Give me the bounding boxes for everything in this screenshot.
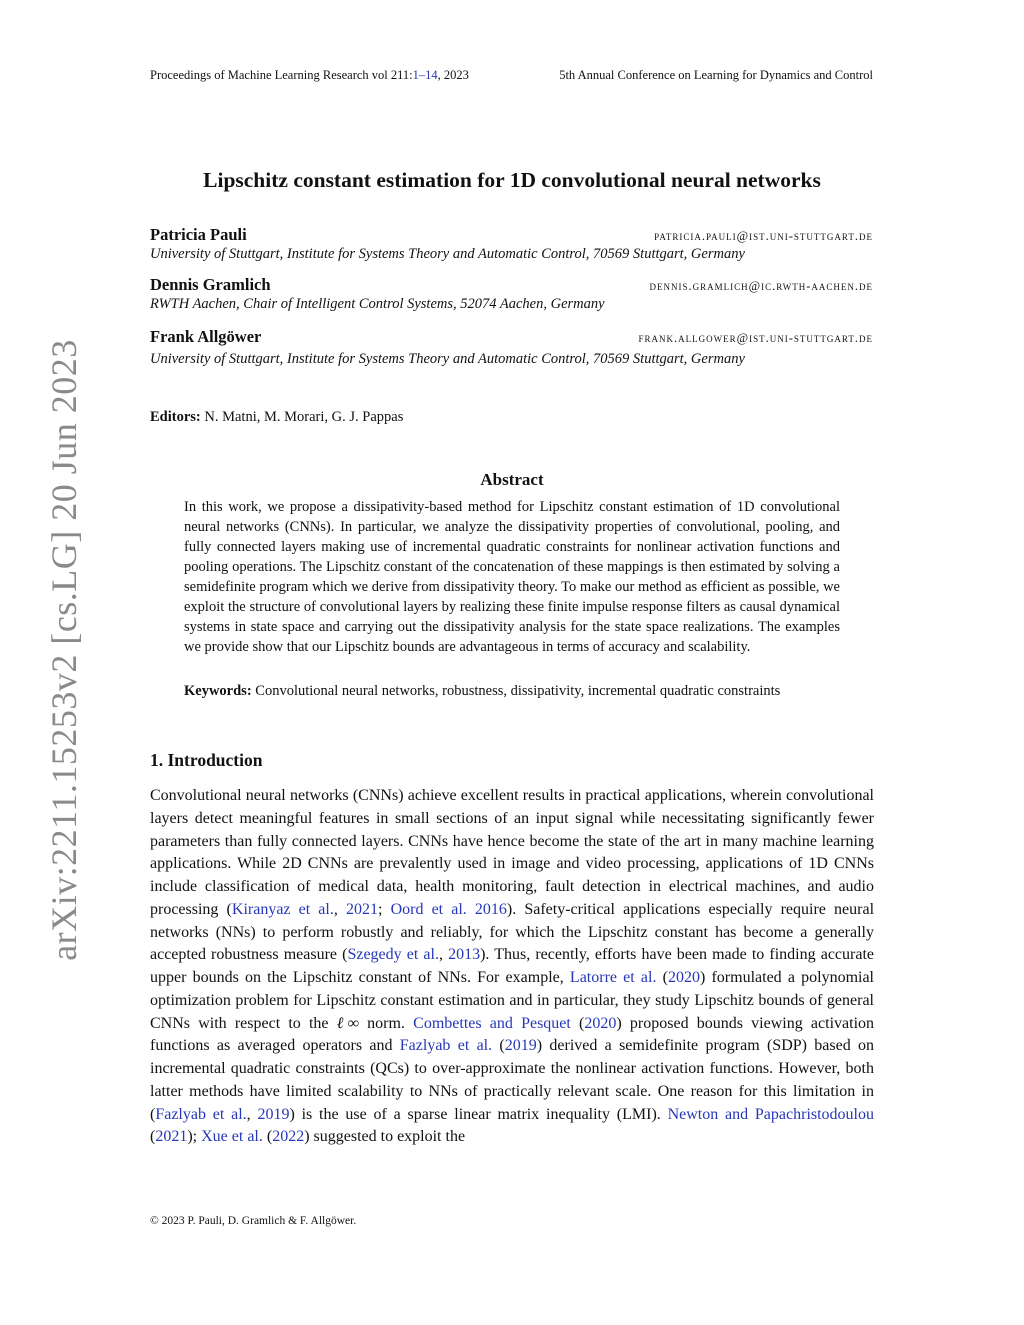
author-affiliation: University of Stuttgart, Institute for Systems Theory and Automatic Control, 70569 Stuttgart, Germany (150, 351, 745, 367)
citation-year-link[interactable]: 2019 (504, 1037, 537, 1055)
keywords-text: Convolutional neural networks, robustness, dissipativity, incremental quadratic constraints (255, 683, 781, 699)
citation-year-link[interactable]: 2019 (257, 1105, 290, 1123)
intro-text: norm. (358, 1014, 414, 1032)
author-name: Patricia Pauli (150, 225, 247, 244)
header-proceedings-text: Proceedings of Machine Learning Research vol 211: (150, 68, 413, 82)
intro-text: ) suggested to exploit the (304, 1128, 466, 1146)
header-pages-link[interactable]: 1–14 (412, 68, 438, 82)
citation-year-link[interactable]: 2013 (448, 946, 481, 964)
running-header-proceedings (150, 68, 469, 83)
intro-text: ) formulated a polynomial optimization problem for Lipschitz constant estimation and in particular, they study Lipschitz bounds of general CNNs with respect to the (150, 969, 875, 1032)
intro-text: ) is the use of a sparse linear matrix inequality (LMI). (289, 1105, 668, 1123)
citation-link[interactable]: Latorre et al. (569, 969, 657, 986)
editors-names: N. Matni, M. Morari, G. J. Pappas (204, 409, 404, 425)
abstract-body: In this work, we propose a dissipativity-based method for Lipschitz constant estimation of 1D convolutional neural networks (CNNs). In particular, we analyze the dissipativity properties of convolutional, pooling, and fully connected layers making use of incremental quadratic constraints for nonlinear activation functions and pooling operations. The Lipschitz constant of the concatenation of these mappings is then estimated by solving a semidefinite program which we derive from dissipativity theory. To make our method as efficient as possible, we exploit the structure of convolutional layers by realizing these finite impulse response filters as causal dynamical systems in state space and carrying out the dissipativity analysis for the state space realizations. The examples we provide show that our Lipschitz bounds are advantageous in terms of accuracy and scalability. (184, 499, 840, 655)
citation-year-link[interactable]: 2022 (272, 1128, 305, 1146)
citation-link[interactable]: Oord et al. (390, 900, 467, 918)
intro-text: ). Safety-critical applications especially require neural networks (NNs) to perform robustly and reliably, for which the Lipschitz constant has become a generally accepted robustness measure ( (150, 900, 875, 964)
keywords-label: Keywords: (184, 683, 252, 699)
section-heading-introduction: 1. Introduction (150, 750, 263, 770)
citation-link[interactable]: Kiranyaz et al. (231, 900, 334, 918)
introduction-paragraph: Convolutional neural networks (CNNs) achieve excellent results in practical applications, wherein convolutional layers detect meaningful features in small sections of an input signal while necessitating significantly fewer parameters than fully connected layers. CNNs have hence become the state of the art in many machine learning applications. While 2D CNNs are prevalently used in image and video processing, applications of 1D CNNs include classification of medical data, health monitoring, fault detection in electrical machines, and audio processing (Kiranyaz et al., 2021; Oord et al. 2016). Safety-critical applications especially require neural networks (NNs) to perform robustly and reliably, for which the Lipschitz constant has become a generally accepted robustness measure (Szegedy et al., 2013). Thus, recently, efforts have been made to finding accurate upper bounds on the Lipschitz constant of NNs. For example, Latorre et al. (2020) formulated a polynomial optimization problem for Lipschitz constant estimation and in particular, they study Lipschitz bounds of general CNNs with respect to the ℓ∞ norm. Combettes and Pesquet (2020) proposed bounds viewing activation functions as averaged operators and Fazlyab et al. (2019) derived a semidefinite program (SDP) based on incremental quadratic constraints (QCs) to over-approximate the nonlinear activation functions. However, both latter methods have limited scalability to NNs of practically relevant scale. One reason for this limitation in (Fazlyab et al., 2019) is the use of a sparse linear matrix inequality (LMI). Newton and Papachristodoulou (2021); Xue et al. (2022) suggested to exploit the (150, 787, 875, 1146)
editors-label: Editors: (150, 409, 201, 425)
header-year: , 2023 (437, 68, 469, 82)
citation-year-link[interactable]: 2020 (584, 1014, 617, 1032)
author-affiliation: University of Stuttgart, Institute for Systems Theory and Automatic Control, 70569 Stuttgart, Germany (150, 246, 745, 262)
citation-link[interactable]: Xue et al. (201, 1128, 263, 1146)
paper-title: Lipschitz constant estimation for 1D convolutional neural networks (203, 168, 821, 192)
author-affiliation: RWTH Aachen, Chair of Intelligent Control Systems, 52074 Aachen, Germany (150, 296, 605, 312)
author-email[interactable]: frank.allgower@ist.uni-stuttgart.de (638, 331, 873, 345)
running-header-conference: 5th Annual Conference on Learning for Dynamics and Control (559, 68, 873, 82)
intro-text: Convolutional neural networks (CNNs) achieve excellent results in practical applications, wherein convolutional layers detect meaningful features in small sections of an input signal while necessitating significantly fewer parameters than fully connected layers. CNNs have hence become the state of the art in many machine learning applications. While 2D CNNs are prevalently used in image and video processing, applications of 1D CNNs include classification of medical data, health monitoring, fault detection in electrical machines, and audio processing ( (150, 787, 874, 918)
intro-text: ). Thus, recently, efforts have been made to finding accurate upper bounds on the Lipschitz constant of NNs. For example, (150, 946, 875, 986)
author-name: Frank Allgöwer (150, 327, 262, 346)
copyright-footer: © 2023 P. Pauli, D. Gramlich & F. Allgöwer. (150, 1215, 357, 1227)
citation-year-link[interactable]: 2021 (345, 900, 378, 918)
intro-text: ) proposed bounds viewing activation functions as averaged operators and (150, 1014, 875, 1055)
math-l-infinity: ℓ∞ (336, 1014, 359, 1032)
editors-line (150, 409, 403, 426)
author-name: Dennis Gramlich (150, 275, 271, 294)
citation-link[interactable]: Newton and Papachristodoulou (667, 1105, 875, 1123)
abstract-heading: Abstract (480, 470, 544, 489)
keywords-line (184, 681, 840, 701)
citation-year-link[interactable]: 2020 (667, 969, 700, 986)
intro-text: ) derived a semidefinite program (SDP) based on incremental quadratic constraints (QCs) to over-approximate the nonlinear activation functions. However, both latter methods have limited scalability to NNs of practically relevant scale. One reason for this limitation in ( (150, 1037, 875, 1123)
arxiv-identifier-stamp: arXiv:2211.15253v2 [cs.LG] 20 Jun 2023 (44, 339, 84, 961)
citation-link[interactable]: Fazlyab et al. (155, 1105, 247, 1123)
author-email[interactable]: dennis.gramlich@ic.rwth-aachen.de (649, 279, 873, 293)
citation-year-link[interactable]: 2021 (155, 1128, 188, 1146)
citation-link[interactable]: Combettes and Pesquet (413, 1014, 571, 1032)
citation-link[interactable]: Fazlyab et al. (399, 1037, 493, 1055)
citation-link[interactable]: Szegedy et al. (347, 946, 439, 964)
citation-year-link[interactable]: 2016 (474, 900, 507, 918)
author-email[interactable]: patricia.pauli@ist.uni-stuttgart.de (654, 229, 873, 243)
